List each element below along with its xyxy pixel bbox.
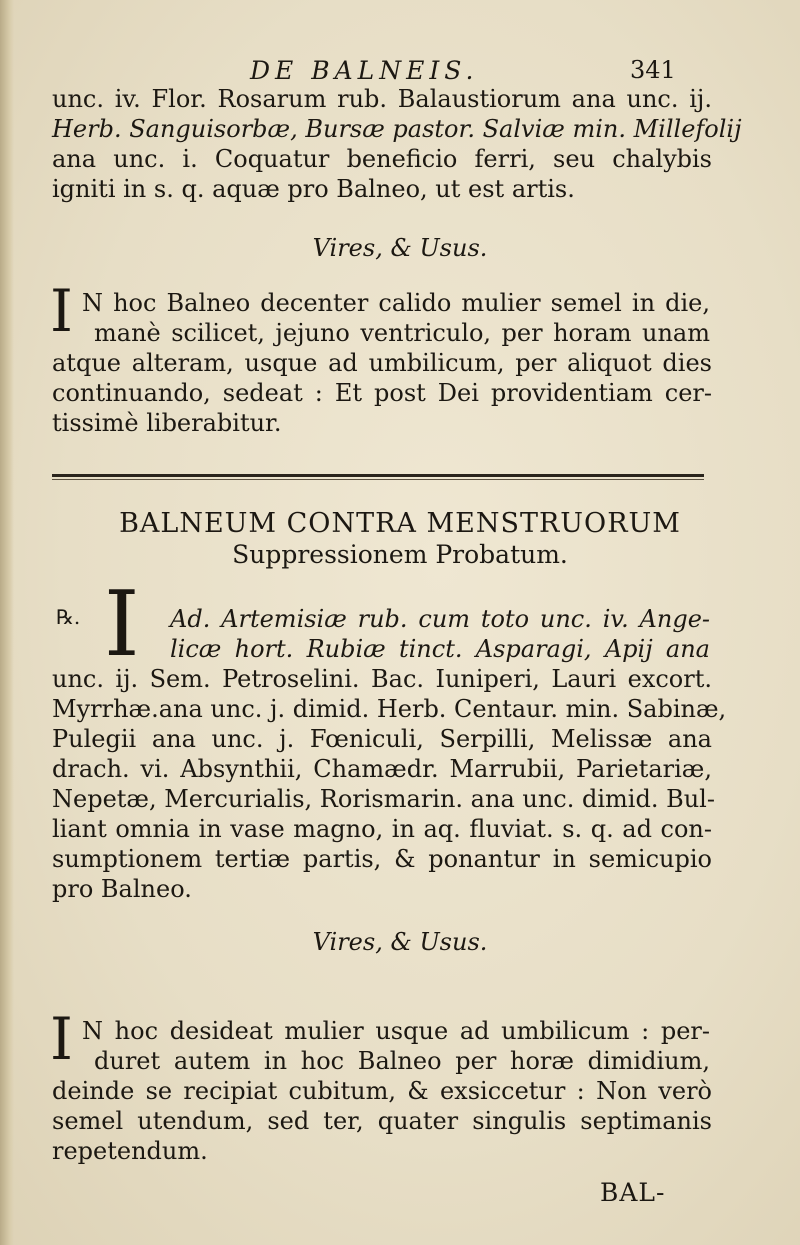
text-line: drach. vi. Absynthii, Chamædr. Marrubii, Parietariæ, [52, 755, 712, 783]
text-line: atque alteram, usque ad umbilicum, per aliquot dies [52, 349, 712, 377]
text-line: duret autem in hoc Balneo per horæ dimidium, [94, 1047, 710, 1075]
page-number: 341 [630, 56, 676, 84]
recipe-symbol: ℞. [56, 605, 81, 629]
text-line: igniti in s. q. aquæ pro Balneo, ut est artis. [52, 175, 575, 203]
text-line: N hoc Balneo decenter calido mulier semel in die, [82, 289, 710, 317]
text-line: Ad. Artemisiæ rub. cum toto unc. iv. Ange- [170, 605, 710, 633]
text-line: Herb. Sanguisorbæ, Bursæ pastor. Salviæ min. Millefolij [52, 115, 742, 143]
text-line: unc. iv. Flor. Rosarum rub. Balaustiorum ana unc. ij. [52, 85, 712, 113]
drop-cap: I [104, 572, 140, 677]
text-line: manè scilicet, jejuno ventriculo, per horam unam [94, 319, 710, 347]
text-line: Pulegii ana unc. j. Fœniculi, Serpilli, Melissæ ana [52, 725, 712, 753]
text-line: ana unc. i. Coquatur beneficio ferri, seu chalybis [52, 145, 712, 173]
text-line: semel utendum, sed ter, quater singulis septimanis [52, 1107, 712, 1135]
text-line: pro Balneo. [52, 875, 192, 903]
section-divider-thin [52, 479, 704, 480]
section-heading: Vires, & Usus. [312, 928, 488, 956]
text-line: liant omnia in vase magno, in aq. fluviat. s. q. ad con- [52, 815, 712, 843]
text-line: Myrrhæ.ana unc. j. dimid. Herb. Centaur. min. Sabinæ, [52, 695, 727, 723]
text-line: sumptionem tertiæ partis, & ponantur in semicupio [52, 845, 712, 873]
catchword: BAL- [600, 1178, 666, 1207]
text-line: continuando, sedeat : Et post Dei providentiam cer- [52, 379, 712, 407]
text-line: deinde se recipiat cubitum, & exsiccetur : Non verò [52, 1077, 712, 1105]
text-line: tissimè liberabitur. [52, 409, 282, 437]
text-line: N hoc desideat mulier usque ad umbilicum : per- [82, 1017, 710, 1045]
section-divider [52, 474, 704, 477]
drop-cap: I [50, 1005, 73, 1073]
text-line: unc. ij. Sem. Petroselini. Bac. Iuniperi, Lauri excort. [52, 665, 712, 693]
text-line: licæ hort. Rubiæ tinct. Asparagi, Apij ana [170, 635, 710, 663]
page-gutter [0, 0, 14, 1245]
section-heading: Vires, & Usus. [312, 234, 488, 262]
running-title: DE BALNEIS. [250, 56, 479, 85]
text-line: Nepetæ, Mercurialis, Rorismarin. ana unc. dimid. Bul- [52, 785, 715, 813]
drop-cap: I [50, 277, 73, 345]
text-line: repetendum. [52, 1137, 208, 1165]
recipe-subtitle: Suppressionem Probatum. [232, 540, 568, 569]
recipe-title: BALNEUM CONTRA MENSTRUORUM [119, 508, 681, 539]
